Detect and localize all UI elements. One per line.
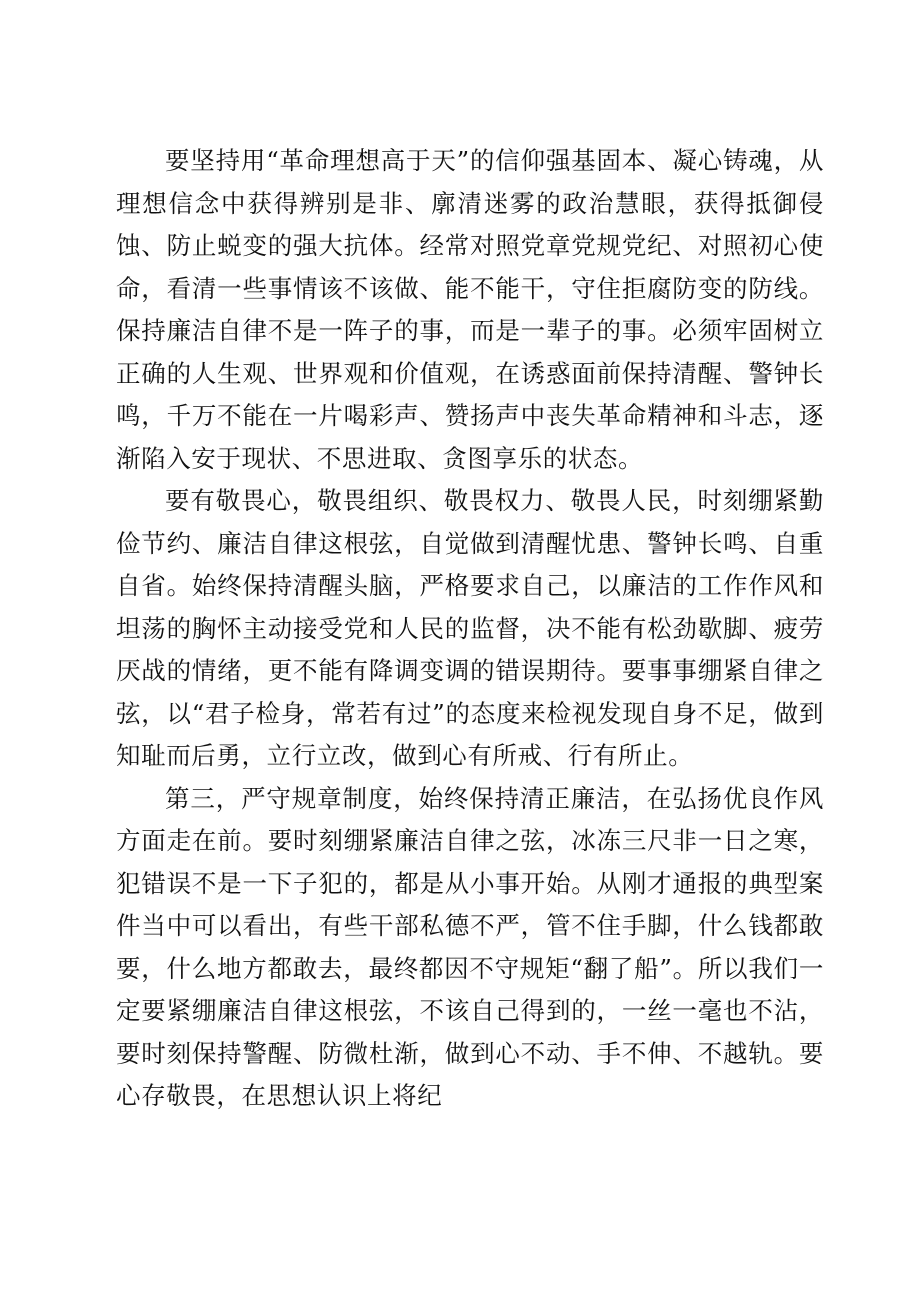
paragraph-3: 第三，严守规章制度，始终保持清正廉洁，在弘扬优良作风方面走在前。要时刻绷紧廉洁自律之弦，冰冻三尺非一日之寒，犯错误不是一下子犯的，都是从小事开始。从刚才通报的典型案件当中可以看出，有些干部私德不严，管不住手脚，什么钱都敢要，什么地方都敢去，最终都因不守规矩“翻了船”。所以我们一定要紧绷廉洁自律这根弦，不该自己得到的，一丝一毫也不沾，要时刻保持警醒、防微杜渐，做到心不动、手不伸、不越轨。要心存敬畏，在思想认识上将纪 bbox=[116, 783, 824, 1110]
paragraph-1: 要坚持用“革命理想高于天”的信仰强基固本、凝心铸魂，从理想信念中获得辨别是非、廓清迷雾的政治慧眼，获得抵御侵蚀、防止蜕变的强大抗体。经常对照党章党规党纪、对照初心使命，看清一些事情该不该做、能不能干，守住拒腐防变的防线。保持廉洁自律不是一阵子的事，而是一辈子的事。必须牢固树立正确的人生观、世界观和价值观，在诱惑面前保持清醒、警钟长鸣，千万不能在一片喝彩声、赞扬声中丧失革命精神和斗志，逐渐陷入安于现状、不思进取、贪图享乐的状态。 bbox=[116, 146, 824, 473]
paragraph-2: 要有敬畏心，敬畏组织、敬畏权力、敬畏人民，时刻绷紧勤俭节约、廉洁自律这根弦，自觉做到清醒忧患、警钟长鸣、自重自省。始终保持清醒头脑，严格要求自己，以廉洁的工作作风和坦荡的胸怀主动接受党和人民的监督，决不能有松劲歇脚、疲劳厌战的情绪，更不能有降调变调的错误期待。要事事绷紧自律之弦，以“君子检身，常若有过”的态度来检视发现自身不足，做到知耻而后勇，立行立改，做到心有所戒、行有所止。 bbox=[116, 486, 824, 770]
document-body bbox=[116, 140, 824, 1118]
